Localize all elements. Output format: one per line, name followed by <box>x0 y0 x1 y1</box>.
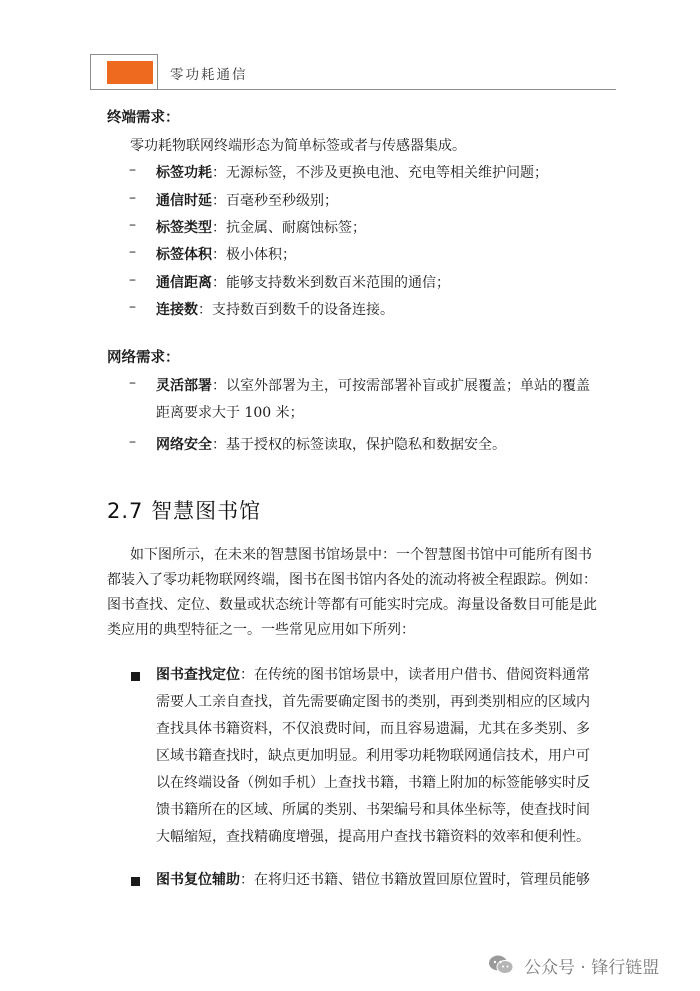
bullet-line: 以在终端设备（例如手机）上查找书籍，书籍上附加的标签能够实时反 <box>156 775 590 791</box>
list-item <box>156 299 394 319</box>
paragraph-line: 图书查找、定位、数量或状态统计等都有可能实时完成。海量设备数目可能是此 <box>107 597 597 613</box>
list-dash: – <box>129 162 136 178</box>
bullet-square <box>131 877 140 886</box>
item-key: 连接数 <box>156 302 198 318</box>
bullet-square <box>131 672 140 681</box>
item-text: ：无源标签，不涉及更换电池、充电等相关维护问题； <box>212 165 548 181</box>
item-key: 通信时延 <box>156 193 212 209</box>
network-heading: 网络需求： <box>107 350 180 366</box>
list-dash: – <box>129 190 136 206</box>
bullet-line: 馈书籍所在的区域、所属的类别、书架编号和具体坐标等，使查找时间 <box>156 802 590 818</box>
bullet-line: 区域书籍查找时，缺点更加明显。利用零功耗物联网通信技术，用户可 <box>156 748 590 764</box>
item-key: 灵活部署 <box>156 378 212 394</box>
list-item <box>156 244 296 264</box>
header-accent-block <box>107 61 153 84</box>
bullet-text: ：在将归还书籍、错位书籍放置回原位置时，管理员能够 <box>240 872 590 888</box>
list-dash: – <box>129 375 136 391</box>
bullet-line: 查找具体书籍资料，不仅浪费时间，而且容易遗漏，尤其在多类别、多 <box>156 721 590 737</box>
bullet-key: 图书复位辅助 <box>156 872 240 888</box>
item-text: ：极小体积； <box>212 247 296 263</box>
item-key: 标签体积 <box>156 247 212 263</box>
wechat-icon <box>488 953 514 977</box>
list-dash: – <box>129 272 136 288</box>
item-text: ：以室外部署为主，可按需部署补盲或扩展覆盖；单站的覆盖 <box>212 378 590 394</box>
bullet-first-line <box>156 663 590 688</box>
paragraph-line: 都装入了零功耗物联网终端，图书在图书馆内各处的流动将被全程跟踪。例如： <box>107 572 597 588</box>
paragraph-line: 类应用的典型特征之一。一些常见应用如下所列： <box>107 622 415 638</box>
header-title: 零功耗通信 <box>170 67 248 83</box>
list-item <box>156 272 450 292</box>
bullet-line: 需要人工亲自查找，首先需要确定图书的类别，再到类别相应的区域内 <box>156 694 590 710</box>
item-key: 标签类型 <box>156 220 212 236</box>
item-key: 网络安全 <box>156 437 212 453</box>
list-dash: – <box>129 217 136 233</box>
list-item <box>156 217 366 237</box>
list-dash: – <box>129 434 136 450</box>
item-text: ：基于授权的标签读取，保护隐私和数据安全。 <box>212 437 506 453</box>
item-key: 通信距离 <box>156 275 212 291</box>
list-dash: – <box>129 244 136 260</box>
list-item <box>156 375 590 395</box>
item-key: 标签功耗 <box>156 165 212 181</box>
item-text: ：百毫秒至秒级别； <box>212 193 338 209</box>
watermark-text: 公众号 · 锋行链盟 <box>524 958 660 978</box>
list-dash: – <box>129 299 136 315</box>
bullet-key: 图书查找定位 <box>156 667 240 683</box>
terminal-intro: 零功耗物联网终端形态为简单标签或者与传感器集成。 <box>130 138 466 154</box>
watermark <box>480 949 700 991</box>
list-item <box>156 190 338 210</box>
terminal-heading: 终端需求： <box>107 110 180 126</box>
item-text: ：支持数百到数千的设备连接。 <box>198 302 394 318</box>
list-item <box>156 434 506 454</box>
section-title: 2.7 智慧图书馆 <box>107 499 262 523</box>
list-item-continued: 距离要求大于 100 米； <box>156 405 304 421</box>
bullet-first-line <box>156 868 590 893</box>
bullet-text: ：在传统的图书馆场景中，读者用户借书、借阅资料通常 <box>240 667 590 683</box>
paragraph-line: 如下图所示，在未来的智慧图书馆场景中：一个智慧图书馆中可能所有图书 <box>130 547 592 563</box>
item-text: ：抗金属、耐腐蚀标签； <box>212 220 366 236</box>
header-rule <box>158 89 616 90</box>
bullet-line: 大幅缩短，查找精确度增强，提高用户查找书籍资料的效率和便利性。 <box>156 829 590 845</box>
list-item <box>156 162 548 182</box>
item-text: ：能够支持数米到数百米范围的通信； <box>212 275 450 291</box>
